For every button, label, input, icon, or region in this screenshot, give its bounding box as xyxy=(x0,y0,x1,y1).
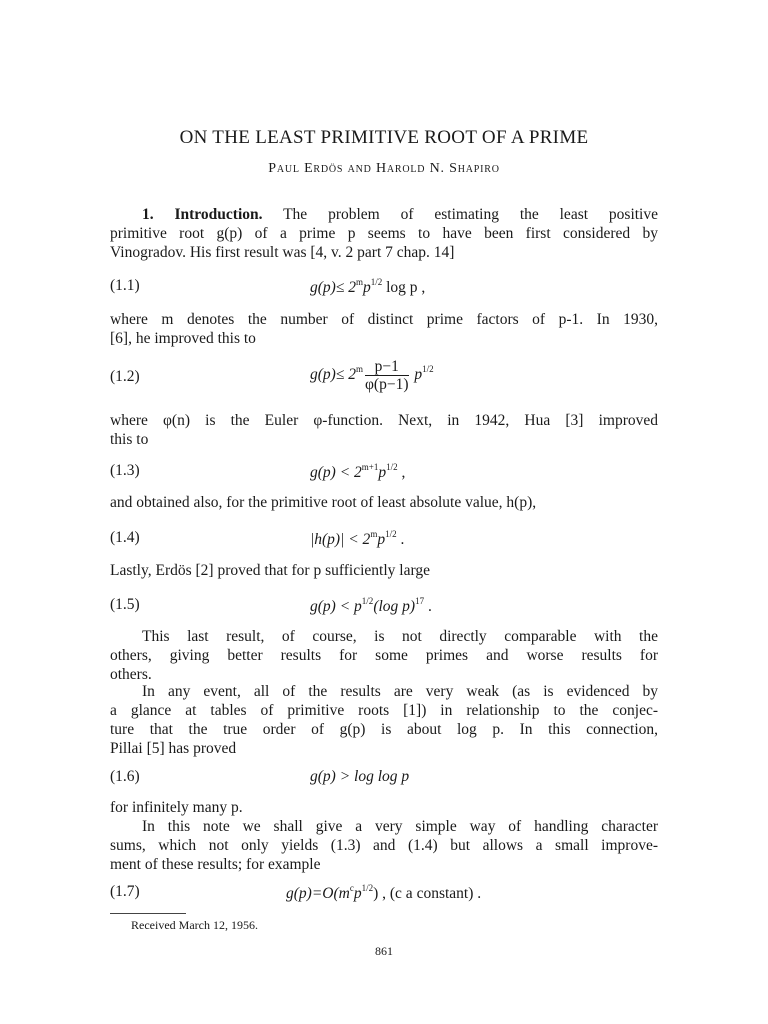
intro-line-1: 1. Introduction. The problem of estimating the least positive xyxy=(142,206,658,223)
equation-number: (1.5) xyxy=(110,596,140,613)
equation-body: $|h(p)| < 2^mp^{1/2}$ . xyxy=(310,529,405,548)
equation-1-5 xyxy=(110,596,658,620)
paragraph-8 xyxy=(110,798,658,817)
paragraph-line: Pillai [5] has proved xyxy=(110,740,237,757)
equation-body: $g(p)\le 2^m$ $\frac{p-1}{\varphi(p-1)}$ $p^{1/2}$ xyxy=(310,358,434,393)
paragraph-6 xyxy=(110,627,658,684)
equation-number: (1.2) xyxy=(110,368,140,385)
paragraph-line: In any event, all of the results are very weak (as is evidenced by xyxy=(142,683,658,700)
paragraph-line: This last result, of course, is not directly comparable with the xyxy=(142,628,658,645)
paragraph-line: In this note we shall give a very simple way of handling character xyxy=(142,818,658,835)
paragraph-3 xyxy=(110,411,658,449)
equation-number: (1.6) xyxy=(110,768,140,785)
equation-number: (1.4) xyxy=(110,529,140,546)
equation-body: $g(p) < p^{1/2}(\log$ p)$^{17}$ . xyxy=(310,596,432,615)
page-number: 861 xyxy=(375,944,393,958)
paragraph-line: for infinitely many p. xyxy=(110,799,243,816)
equation-1-6 xyxy=(110,768,658,792)
equation-1-7 xyxy=(110,883,658,907)
paragraph-7 xyxy=(110,682,658,758)
section-heading: 1. Introduction. xyxy=(142,206,263,223)
paper-title: ON THE LEAST PRIMITIVE ROOT OF A PRIME xyxy=(179,127,589,148)
paragraph-line: where φ(n) is the Euler φ-function. Next, in 1942, Hua [3] improved xyxy=(110,412,658,429)
footnote: Received March 12, 1956. xyxy=(131,918,258,932)
equation-body: $g(p)=O(m^cp^{1/2})$ , (c a constant) . xyxy=(286,883,482,902)
equation-1-4 xyxy=(110,529,658,553)
equation-body: $g(p)\le 2^mp^{1/2}$ log p , xyxy=(310,277,426,296)
paragraph-line: where m denotes the number of distinct prime factors of p-1. In 1930, xyxy=(110,311,658,328)
fraction: $\frac{p-1}{\varphi(p-1)}$ xyxy=(364,358,409,393)
paragraph-line: others. xyxy=(110,666,152,683)
paragraph-2 xyxy=(110,310,658,348)
paragraph-line: Lastly, Erdös [2] proved that for p sufficiently large xyxy=(110,562,430,579)
paragraph-4 xyxy=(110,493,658,512)
equation-1-3 xyxy=(110,462,658,486)
paragraph-line: ment of these results; for example xyxy=(110,856,321,873)
paragraph-line: and obtained also, for the primitive root of least absolute value, h(p), xyxy=(110,494,537,511)
intro-paragraph xyxy=(110,205,658,262)
equation-number: (1.7) xyxy=(110,883,140,900)
paragraph-line: others, giving better results for some primes and worse results for xyxy=(110,647,658,664)
paragraph-9 xyxy=(110,817,658,874)
intro-line-2: primitive root g(p) of a prime p seems to have been first considered by xyxy=(110,225,658,242)
equation-number: (1.1) xyxy=(110,277,140,294)
paragraph-line: this to xyxy=(110,431,149,448)
equation-body: $g(p) < 2^{m+1}p^{1/2}$ , xyxy=(310,462,406,481)
paper-authors: Paul Erdös and Harold N. Shapiro xyxy=(268,161,500,176)
equation-1-1 xyxy=(110,277,658,301)
paragraph-line: ture that the true order of g(p) is about log p. In this connection, xyxy=(110,721,658,738)
paragraph-line: a glance at tables of primitive roots [1]) in relationship to the conjec- xyxy=(110,702,658,719)
paragraph-5 xyxy=(110,561,658,580)
equation-1-2 xyxy=(110,358,658,412)
equation-body: g(p) > log log p xyxy=(310,768,410,785)
paragraph-line: [6], he improved this to xyxy=(110,330,256,347)
intro-line-3: Vinogradov. His first result was [4, v. 2 part 7 chap. 14] xyxy=(110,244,455,261)
paragraph-line: sums, which not only yields (1.3) and (1.4) but allows a small improve- xyxy=(110,837,658,854)
equation-number: (1.3) xyxy=(110,462,140,479)
footnote-rule xyxy=(110,913,186,914)
